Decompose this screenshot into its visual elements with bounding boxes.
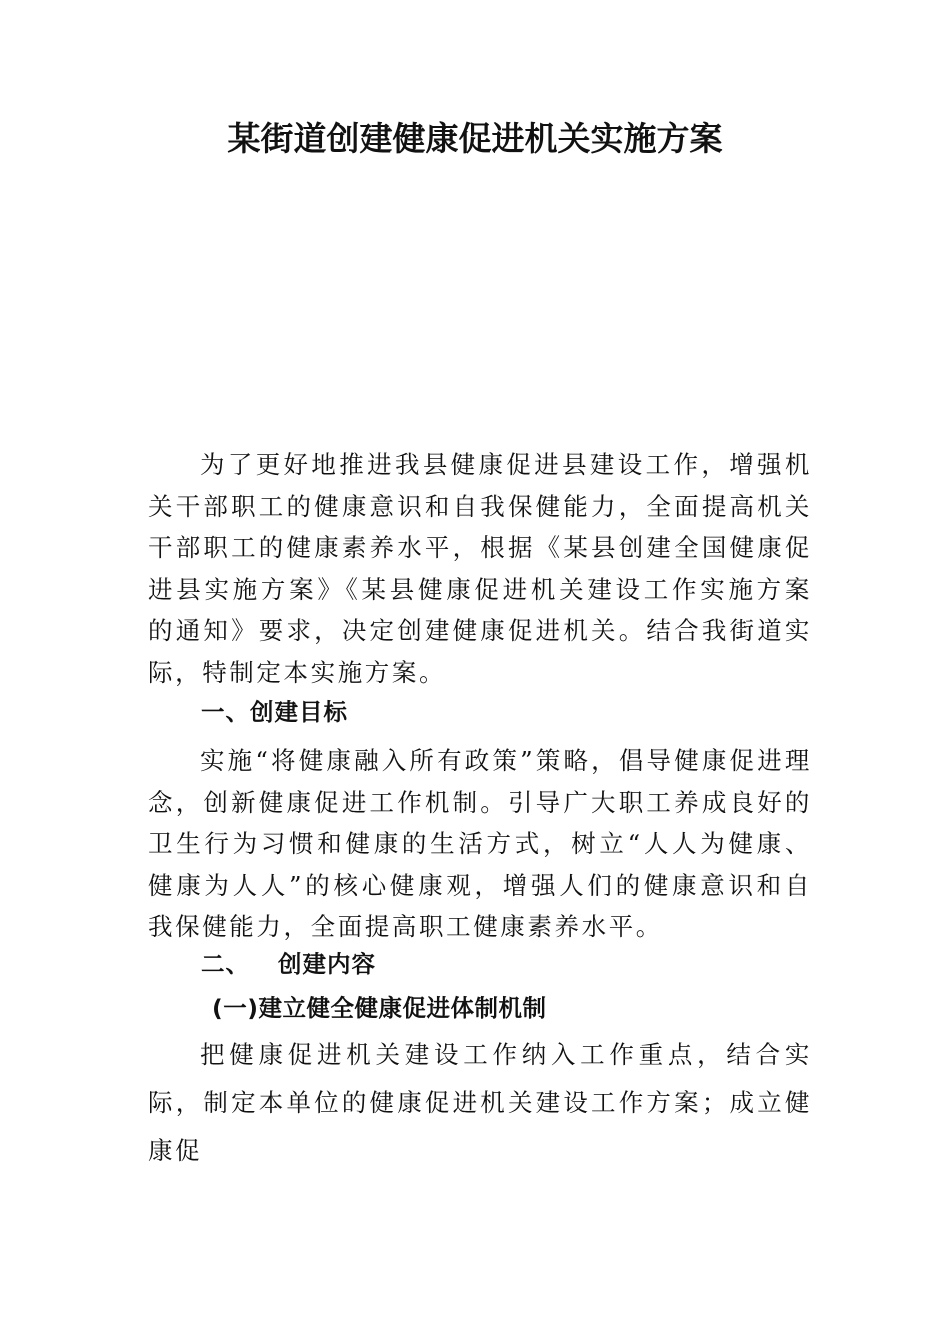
document-title: 某街道创建健康促进机关实施方案 [227, 119, 723, 158]
subsection-1-paragraph: 把健康促进机关建设工作纳入工作重点，结合实际，制定本单位的健康促进机关建设工作方案；成立健康促 [148, 1040, 812, 1165]
subsection-1-heading: (一)建立健全健康促进体制机制 [212, 994, 547, 1022]
section-2-heading-number: 二、 [201, 950, 250, 978]
section-2-heading [201, 944, 376, 984]
section-1-paragraph: 实施“将健康融入所有政策”策略，倡导健康促进理念，创新健康促进工作机制。引导广大职工养成良好的卫生行为习惯和健康的生活方式，树立“人人为健康、健康为人人”的核心健康观，增强人们的健康意识和自我保健能力，全面提高职工健康素养水平。 [148, 746, 812, 941]
intro-paragraph: 为了更好地推进我县健康促进县建设工作，增强机关干部职工的健康意识和自我保健能力，全面提高机关干部职工的健康素养水平，根据《某县创建全国健康促进县实施方案》《某县健康促进机关建设工作实施方案的通知》要求，决定创建健康促进机关。结合我街道实际，特制定本实施方案。 [148, 450, 812, 687]
section-2-heading-text: 创建内容 [278, 950, 376, 978]
section-1-heading: 一、创建目标 [201, 698, 348, 726]
